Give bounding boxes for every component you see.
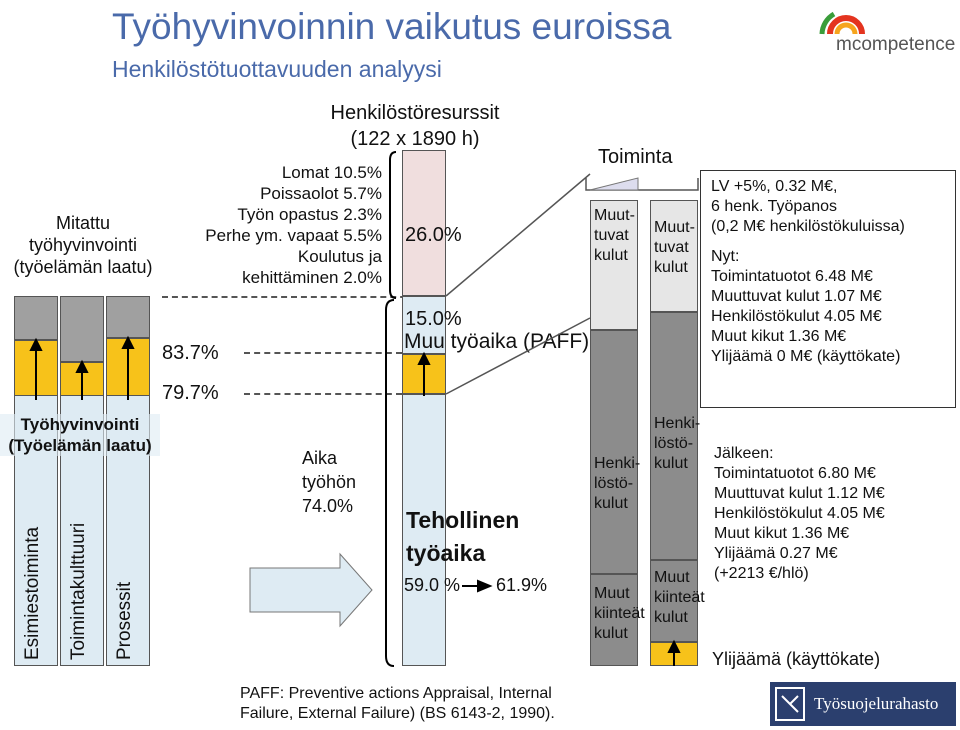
effective-to: 61.9% — [496, 575, 548, 595]
big-right-arrow-icon — [250, 554, 372, 626]
op-col1-variable-label: Muut- tuvat kulut — [594, 207, 635, 264]
op-col1-fixed-label: Muut kiinteät kulut — [594, 585, 645, 642]
tsr-logo-text: Työsuojelurahasto — [814, 694, 939, 713]
wellbeing-label: Työhyvinvointi (Työelämän laatu) — [0, 414, 160, 456]
footnote: PAFF: Preventive actions Appraisal, Internal Failure, External Failure) (BS 6143-2, 1990). — [240, 685, 555, 722]
other-worktime-label: Muu työaika (PAFF) — [404, 330, 590, 353]
arrow-up-1-head — [31, 340, 41, 350]
measured-wellbeing-label: Mitattu työhyvinvointi (työelämän laatu) — [13, 213, 153, 277]
op-col2-variable-label: Muut- tuvat kulut — [654, 219, 695, 276]
bracket-work — [386, 300, 394, 666]
arrow-effective-head — [478, 581, 490, 591]
resources-title: Henkilöstöresurssit (122 x 1890 h) — [330, 102, 500, 150]
connector-bottom — [446, 318, 590, 394]
mcompetence-logo-text: mcompetence — [836, 34, 956, 55]
pct-15: 15.0% — [405, 308, 462, 330]
bracket-top — [390, 152, 396, 298]
pct-79-7: 79.7% — [162, 382, 219, 404]
connector-top — [446, 174, 590, 296]
column-label-esimiestoiminta: Esimiestoiminta — [22, 526, 43, 660]
operations-funnel — [590, 178, 638, 190]
after-info: Jälkeen: Toimintatuotot 6.80 M€ Muuttuvat kulut 1.12 M€ Henkilöstökulut 4.05 M€ Muut kikut 1.36 M€ Ylijäämä 0.27 M€ (+2213 €/hlö) — [714, 445, 885, 582]
page-title: Työhyvinvoinnin vaikutus euroissa — [112, 6, 672, 47]
page-subtitle: Henkilöstötuottavuuden analyysi — [112, 56, 442, 82]
arrow-up-3-head — [123, 338, 133, 348]
resource-items: Lomat 10.5% Poissaolot 5.7% Työn opastus 2.3% Perhe ym. vapaat 5.5% Koulutus ja kehittäminen 2.0% — [205, 163, 382, 287]
arrow-up-surplus-head — [669, 642, 679, 652]
op-col2-fixed-label: Muut kiinteät kulut — [654, 569, 705, 626]
arrow-up-2-head — [77, 362, 87, 372]
operations-title: Toiminta — [598, 146, 673, 168]
column-label-prosessit: Prosessit — [114, 581, 135, 660]
arrow-up-resource-head — [419, 354, 429, 364]
op-col2-personnel-label: Henki- löstö- kulut — [654, 415, 701, 472]
worktime-label: Aika työhön 74.0% — [302, 448, 357, 516]
op-col1-personnel-label: Henki- löstö- kulut — [594, 455, 641, 512]
pct-83-7: 83.7% — [162, 342, 219, 364]
column-label-toimintakulttuuri: Toimintakulttuuri — [68, 522, 89, 660]
surplus-label: Ylijäämä (käyttökate) — [712, 649, 881, 669]
effective-worktime-label: Tehollinen työaika — [406, 507, 520, 566]
effective-from: 59.0 % — [404, 575, 461, 595]
info-box: LV +5%, 0.32 M€, 6 henk. Työpanos (0,2 M€ henkilöstökuluissa) Nyt: Toimintatuotot 6.48 M€ Muuttuvat kulut 1.07 M€ Henkilöstökulut 4.05 M€ Muut kikut 1.36 M€ Ylijäämä 0 M€ (käyttökate) — [700, 170, 956, 408]
pct-26: 26.0% — [405, 224, 462, 246]
